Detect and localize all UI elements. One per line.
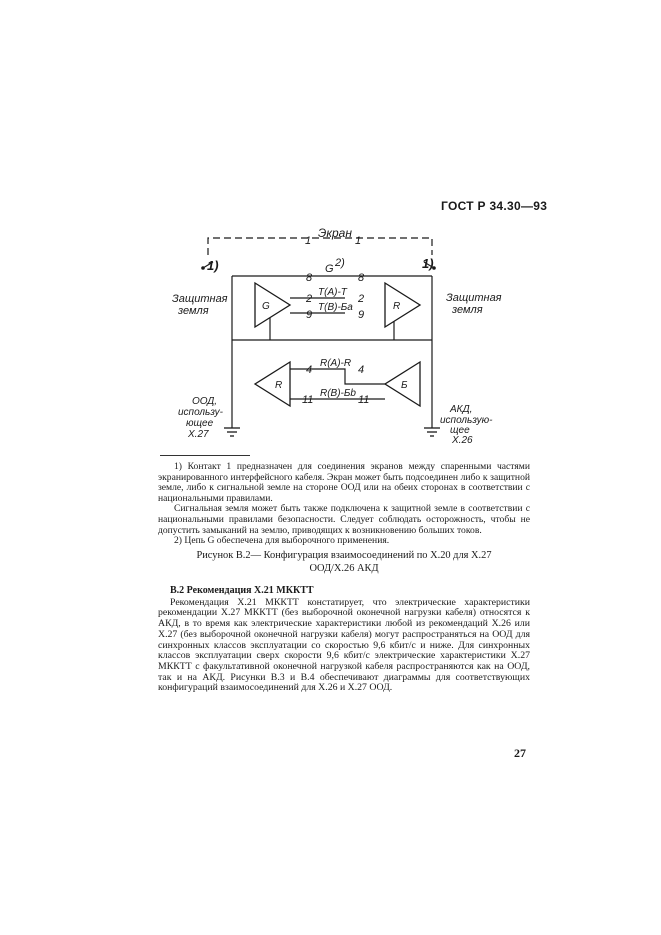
left-ground-line2: земля: [178, 305, 209, 317]
right-device-line2: использую-: [440, 415, 493, 426]
standard-code: ГОСТ Р 34.30—93: [441, 199, 548, 213]
figure-caption: [158, 550, 530, 575]
receiver-r-triangle-top: [385, 283, 420, 327]
pin-8-right: 8: [358, 272, 365, 284]
signal-tb: T(B)-Бa: [318, 302, 353, 313]
ground-icon-right: [424, 428, 440, 436]
pin-2-right: 2: [358, 293, 365, 305]
caption-line-1: Рисунок В.2— Конфигурация взаимосоединений по Х.20 для Х.27: [196, 550, 492, 561]
note-marker-right: 1): [422, 256, 434, 271]
pin-11-left: 11: [302, 394, 314, 406]
driver-g-triangle: [255, 283, 290, 327]
screen-pin-left: 1: [305, 235, 312, 247]
receiver-r-label-top: R: [393, 301, 401, 312]
interconnection-diagram: [160, 220, 520, 452]
section-heading: В.2 Рекомендация Х.21 МККТТ: [170, 585, 314, 596]
left-device-line2: использу-: [178, 407, 223, 418]
signal-ra: R(A)-R: [320, 358, 352, 369]
footnote-1: 1) Контакт 1 предназначен для соединения экранов между спаренными частями экранированного интерфейсного кабеля. Экран может быть подсоединен либо к защитной земле, либо к сигнальной земле на стороне ООД или на обеих сторонах в соответствии с национальными правилами.: [158, 461, 530, 504]
ground-icon-left: [224, 428, 240, 436]
footnote-rule: [160, 455, 250, 456]
screen-line: [208, 238, 432, 255]
section-body: Рекомендация Х.21 МККТТ констатирует, что электрические характеристики рекомендации Х.27 МККТТ (без выборочной оконечной нагрузки кабеля) относятся к АКД, в то время как электрические характеристики любой из рекомендаций Х.26 или Х.27 (без выборочной оконечной нагрузки кабеля) могут распространяться на ООД для синхронных классов эксплуатации со скоростью 9,6 кбит/с и ниже. Для синхронных классов эксплуатации сверх скорости 9,6 кбит/с электрические характеристики Х.27 МККТТ с факультативной оконечной нагрузкой кабеля распространяются как на ООД, так и на АКД. Рисунки В.3 и В.4 обеспечивают диаграммы для соответствующих конфигураций взаимосоединений для Х.26 и Х.27 ООД.: [158, 596, 530, 694]
pin-11-right: 11: [358, 394, 370, 406]
right-device-line4: Х.26: [452, 435, 473, 446]
g-label: G: [325, 263, 334, 275]
pin-9-right: 9: [358, 309, 365, 321]
screen-pin-right: 1: [355, 235, 362, 247]
pin-8-left: 8: [306, 272, 313, 284]
receiver-r-triangle-bottom: [255, 362, 290, 406]
left-device-line1: ООД,: [192, 396, 218, 407]
g-note: 2): [335, 257, 345, 269]
signal-ta: T(A)-T: [318, 287, 347, 298]
section-b2: [158, 586, 530, 694]
screen-label: Экран: [318, 226, 352, 240]
footnotes: [158, 462, 530, 547]
right-ground-line2: земля: [452, 304, 483, 316]
pin-9-left: 9: [306, 309, 313, 321]
pin-2-left: 2: [306, 293, 313, 305]
pin-4-left: 4: [306, 364, 313, 376]
note-marker-left: 1): [207, 258, 219, 273]
driver-g-label: G: [262, 301, 270, 312]
right-ground-line1: Защитная: [446, 292, 502, 304]
footnote-2: 2) Цепь G обеспечена для выборочного применения.: [174, 535, 390, 547]
driver-b-label: Б: [401, 380, 408, 391]
signal-rb: R(B)-Бb: [320, 388, 356, 399]
left-ground-line1: Защитная: [172, 293, 228, 305]
page-number: 27: [514, 746, 526, 760]
caption-line-2: ООД/Х.26 АКД: [309, 562, 379, 574]
pin-4-right: 4: [358, 364, 365, 376]
footnote-signal-ground: Сигнальная земля может быть также подключена к защитной земле в соответствии с национальными правилами безопасности. Следует соблюдать осторожность, чтобы не допустить замыканий на землю, приводящих к возникновению больших токов.: [158, 503, 530, 536]
right-device-line1: АКД,: [450, 404, 473, 415]
left-device-line4: Х.27: [188, 429, 209, 440]
right-device-line3: щее: [450, 425, 470, 436]
receiver-r-label-bottom: R: [275, 380, 283, 391]
left-device-line3: ющее: [186, 418, 214, 429]
